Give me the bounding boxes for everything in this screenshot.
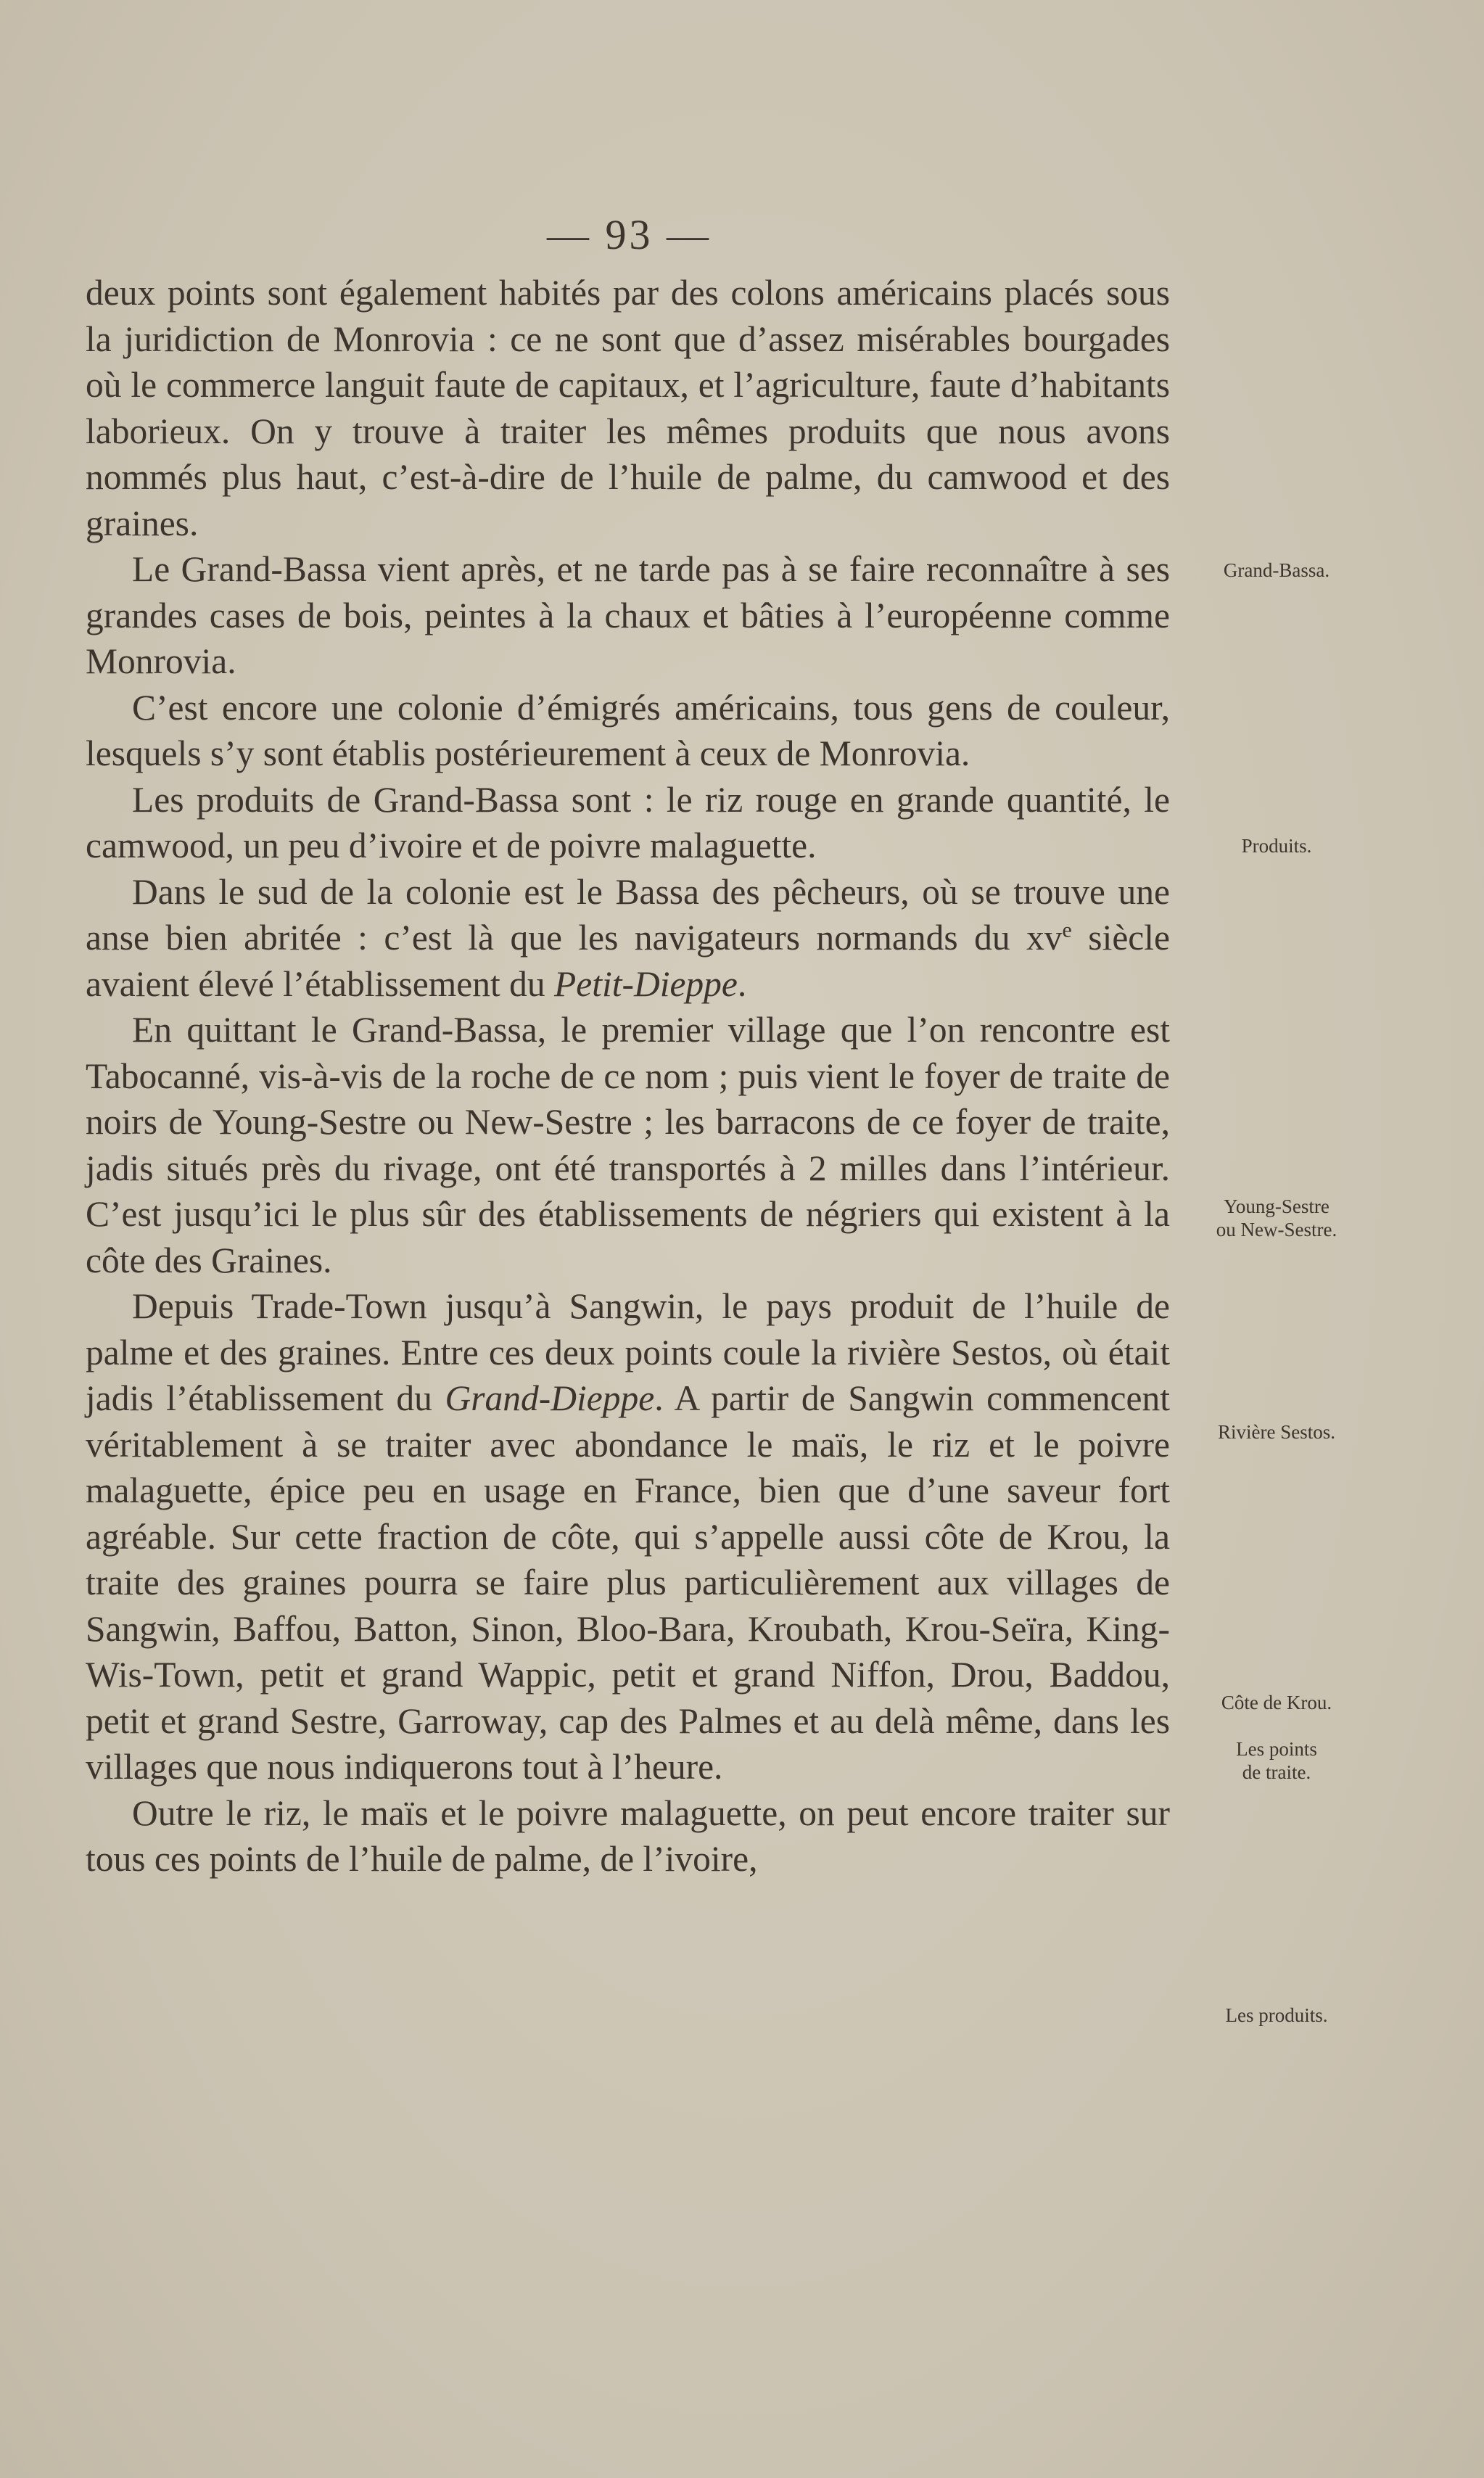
paragraph — [86, 685, 1170, 777]
paragraph-text: Le Grand-Bassa vient après, et ne tarde pas à se faire reconnaître à ses grandes cases de bois, peintes à la chaux et bâties à l’européenne comme Monrovia. — [86, 549, 1170, 681]
paragraph — [86, 1283, 1170, 1790]
margin-note-line: ou New-Sestre. — [1216, 1219, 1337, 1240]
paragraph-text: siècle avaient élevé l’établissement du — [86, 918, 1170, 1004]
paragraph-text: En quittant le Grand-Bassa, le premier village que l’on rencontre est Tabocanné, vis-à-vis de la roche de ce nom ; puis vient le foyer de traite de noirs de Young-Sestre ou New-Sestre ; les barracons de ce foyer de traite, jadis situés près du rivage, ont été transportés à 2 milles dans l’intérieur. C’est jusqu’ici le plus sûr des établissements de négriers qui existent à la côte des Graines. — [86, 1010, 1170, 1280]
margin-note-cote-de-krou: Côte de Krou. — [1221, 1692, 1332, 1713]
paragraph-text: C’est encore une colonie d’émigrés américains, tous gens de couleur, lesquels s’y sont établis postérieurement à ceux de Monrovia. — [86, 687, 1170, 773]
margin-note-line: Young-Sestre — [1224, 1195, 1330, 1217]
paragraph — [86, 546, 1170, 685]
paragraph — [86, 869, 1170, 1008]
page-number: — 93 — — [547, 211, 712, 258]
paragraph-text: Outre le riz, le maïs et le poivre malaguette, on peut encore traiter sur tous ces points de l’huile de palme, de l’ivoire, — [86, 1792, 1170, 1879]
margin-note-young-sestre — [1190, 1195, 1364, 1241]
paragraph-text: deux points sont également habités par des colons américains placés sous la juridiction de Monrovia : ce ne sont que d’assez misérables bourgades où le commerce languit faute de capitaux, et l’agriculture, faute d’habitants laborieux. On y trouve à traiter les mêmes produits que nous avons nommés plus haut, c’est-à-dire de l’huile de palme, du camwood et des graines. — [86, 273, 1170, 543]
margin-note-grand-bassa: Grand-Bassa. — [1223, 559, 1330, 581]
margin-note-line: Les points — [1236, 1738, 1317, 1760]
body-text — [86, 270, 1170, 1882]
paragraph — [86, 777, 1170, 869]
place-name-italic: Grand-Dieppe — [445, 1378, 655, 1418]
paragraph-text: . — [737, 963, 747, 1004]
paragraph — [86, 270, 1170, 546]
margin-note-produits: Produits. — [1241, 835, 1312, 857]
margin-note-points-de-traite — [1190, 1737, 1364, 1784]
paragraph — [86, 1790, 1170, 1882]
paragraph — [86, 1007, 1170, 1283]
paragraph-text: Les produits de Grand-Bassa sont : le riz rouge en grande quantité, le camwood, un peu d’ivoire et de poivre malaguette. — [86, 779, 1170, 865]
paragraph-text: . A partir de Sangwin commencent véritablement à se traiter avec abondance le maïs, le riz et le poivre malaguette, épice peu en usage en France, bien que d’une saveur fort agréable. Sur cette fraction de côte, qui s’appelle aussi côte de Krou, la traite des graines pourra se faire plus particulièrement aux villages de Sangwin, Baffou, Batton, Sinon, Bloo-Bara, Kroubath, Krou-Seïra, King-Wis-Town, petit et grand Wappic, petit et grand Niffon, Drou, Baddou, petit et grand Sestre, Garroway, cap des Palmes et au delà même, dans les villages que nous indiquerons tout à l’heure. — [86, 1378, 1170, 1787]
paragraph-text: Depuis Trade-Town jusqu’à Sangwin, le pays produit de l’huile de palme et des graines. Entre ces deux points coule la rivière Sestos, où était jadis l’établissement du — [86, 1286, 1170, 1418]
margin-note-line: de traite. — [1242, 1761, 1311, 1783]
margin-note-riviere-sestos: Rivière Sestos. — [1218, 1421, 1335, 1443]
place-name-italic: Petit-Dieppe — [554, 963, 738, 1004]
margin-note-les-produits: Les produits. — [1225, 2004, 1328, 2026]
paragraph-text: Dans le sud de la colonie est le Bassa des pêcheurs, où se trouve une anse bien abritée : c’est là que les navigateurs normands du xv — [86, 871, 1170, 958]
century-superscript: e — [1062, 918, 1072, 942]
